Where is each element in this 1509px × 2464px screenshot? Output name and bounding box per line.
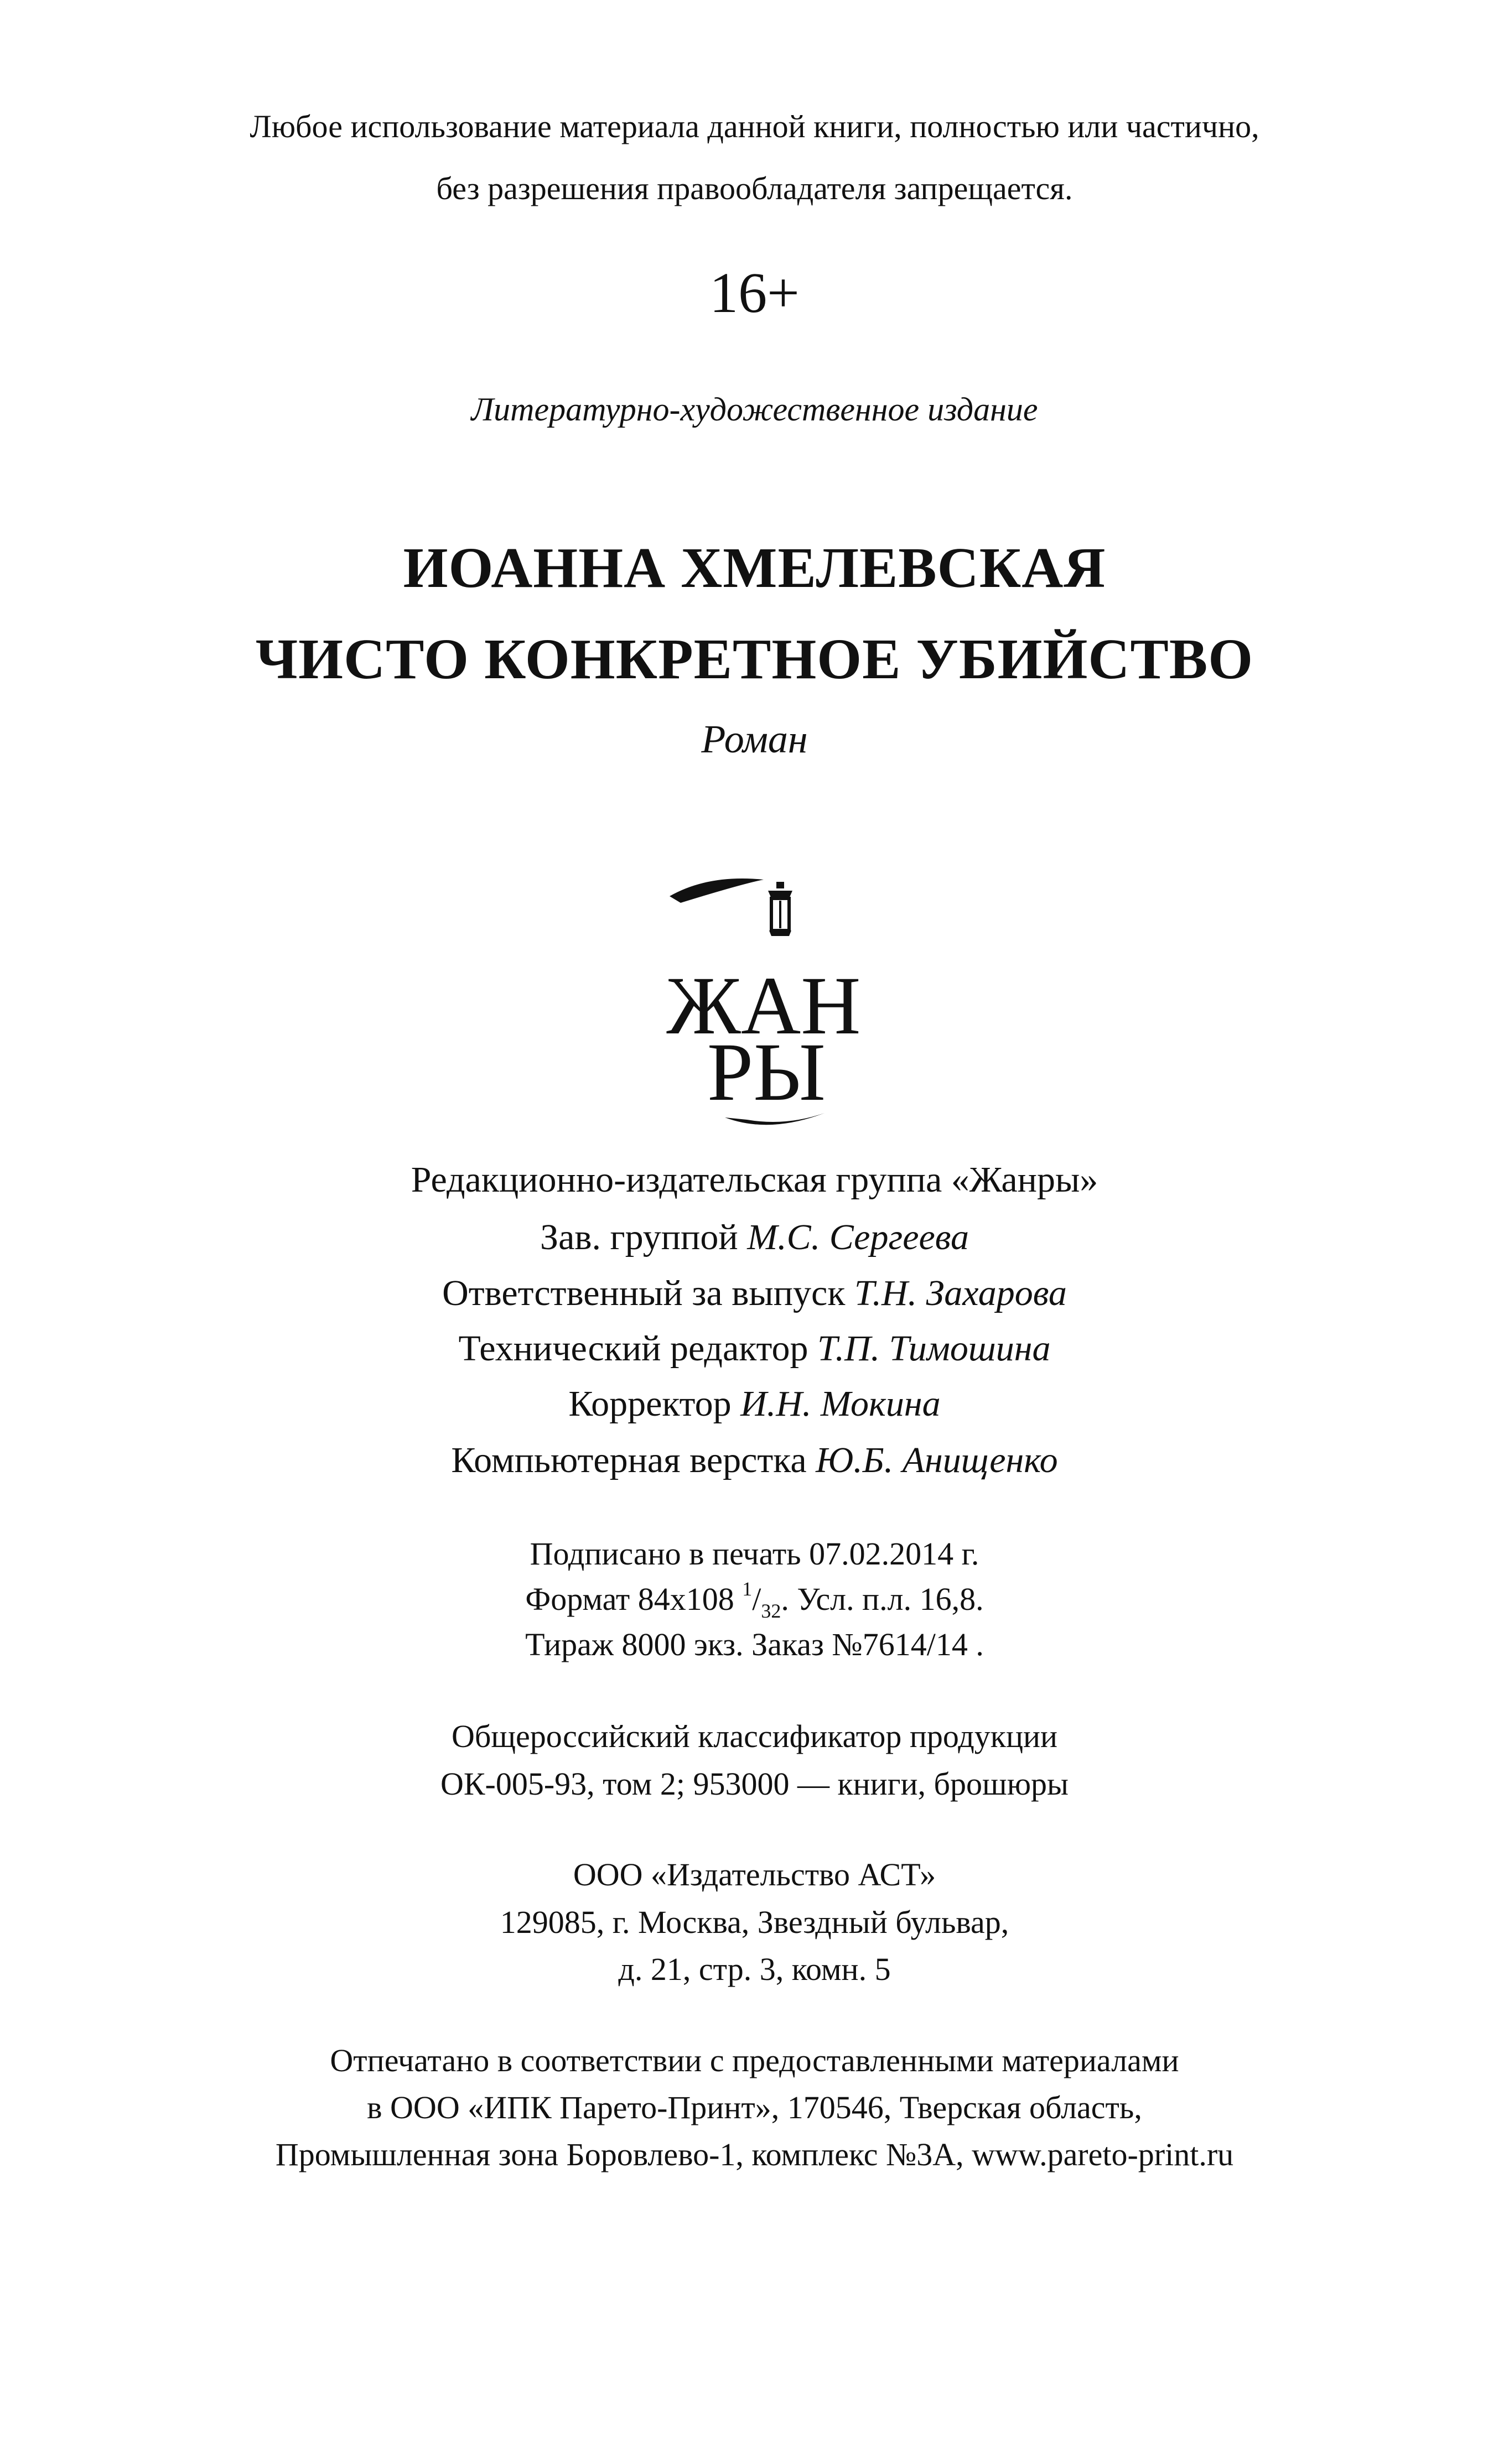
publisher-line-2: 129085, г. Москва, Звездный бульвар, <box>500 1904 1009 1940</box>
book-genre: Роман <box>701 717 808 761</box>
book-title: ЧИСТО КОНКРЕТНОЕ УБИЙСТВО <box>255 627 1254 691</box>
print-format-denominator: 32 <box>761 1600 781 1622</box>
credit-layout-role: Компьютерная верстка <box>451 1440 807 1480</box>
credit-head-name: М.С. Сергеева <box>747 1217 969 1257</box>
credit-responsible-name: Т.Н. Захарова <box>854 1273 1067 1313</box>
copyright-notice-line-2: без разрешения правообладателя запрещается. <box>436 170 1073 206</box>
printer-line-2: в ООО «ИПК Парето-Принт», 170546, Тверская область, <box>367 2089 1142 2125</box>
credit-layout-name: Ю.Б. Анищенко <box>816 1440 1058 1480</box>
classifier-line-2: ОК-005-93, том 2; 953000 — книги, брошюры <box>440 1766 1069 1802</box>
publisher-line-1: ООО «Издательство АСТ» <box>573 1857 936 1893</box>
lantern-icon <box>768 882 792 936</box>
print-circulation: Тираж 8000 экз. Заказ №7614/14 . <box>525 1626 984 1662</box>
printer-line-1: Отпечатано в соответствии с предоставленными материалами <box>330 2042 1179 2078</box>
credit-head-role: Зав. группой <box>540 1217 738 1257</box>
print-format-suffix: . Усл. п.л. 16,8. <box>781 1581 984 1617</box>
credit-proof-name: И.Н. Мокина <box>740 1384 941 1424</box>
logo-text-line-2: РЫ <box>707 1026 826 1118</box>
logo-text-line-1: ЖАН <box>666 960 861 1052</box>
credit-proofreader <box>0 1386 1509 1422</box>
print-format-numerator: 1 <box>742 1578 753 1600</box>
classifier-line-1: Общероссийский классификатор продукции <box>451 1718 1058 1754</box>
publisher-line-3: д. 21, стр. 3, комн. 5 <box>618 1951 891 1987</box>
age-rating: 16+ <box>709 261 800 325</box>
print-format-prefix: Формат 84х108 <box>525 1581 734 1617</box>
print-signed: Подписано в печать 07.02.2014 г. <box>530 1536 979 1572</box>
logo-swash-top <box>670 878 764 903</box>
print-format: Формат 84х108 $^1/_{32}$. Усл. п.л. 16,8. <box>525 1578 984 1622</box>
credit-tech-role: Технический редактор <box>458 1328 808 1369</box>
credit-tech-editor <box>0 1330 1509 1367</box>
publishing-group: Редакционно-издательская группа «Жанры» <box>411 1160 1098 1200</box>
credit-proof-role: Корректор <box>568 1384 732 1424</box>
copyright-notice-line-1: Любое использование материала данной книги, полностью или частично, <box>250 108 1259 144</box>
zhanry-logo <box>658 857 869 1134</box>
author-name: ИОАННА ХМЕЛЕВСКАЯ <box>403 536 1106 600</box>
credit-responsible-role: Ответственный за выпуск <box>442 1273 846 1313</box>
credit-tech-name: Т.П. Тимошина <box>817 1328 1051 1369</box>
credit-responsible <box>0 1275 1509 1312</box>
credit-layout <box>0 1442 1509 1479</box>
credit-head <box>0 1219 1509 1256</box>
printer-line-3: Промышленная зона Боровлево-1, комплекс №3А, www.pareto-print.ru <box>275 2136 1234 2172</box>
edition-type: Литературно-художественное издание <box>471 391 1038 428</box>
